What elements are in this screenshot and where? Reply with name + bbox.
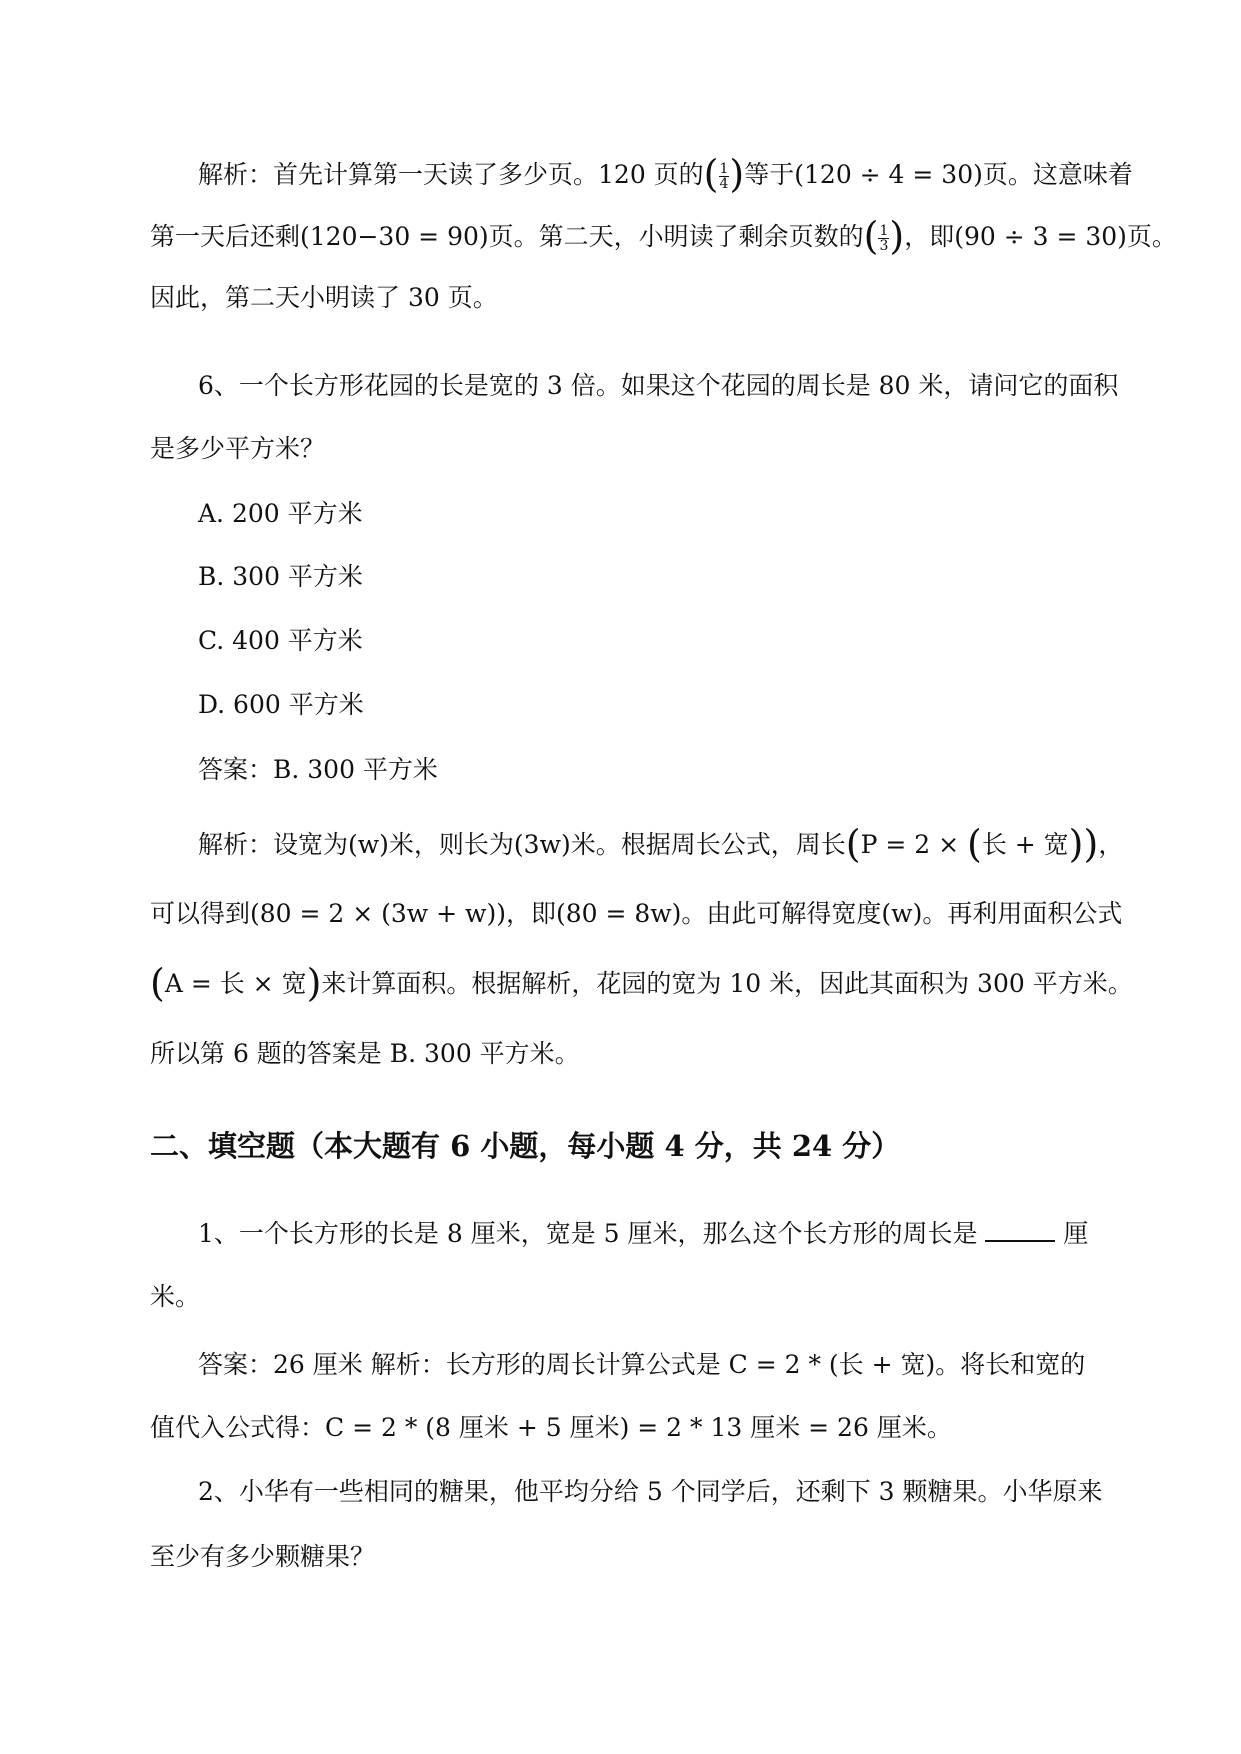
question-6-option-a: A. 200 平方米 bbox=[198, 499, 363, 528]
fraction-one-quarter: $\frac{1}{4}$ bbox=[719, 161, 729, 192]
analysis-5-line-1: 解析：首先计算第一天读了多少页。120 页的( $\frac{1}{4}$ )等于(120 ÷ 4 = 30)页。这意味着 bbox=[198, 152, 1133, 196]
question-6-stem-line-1: 6、一个长方形花园的长是宽的 3 倍。如果这个花园的周长是 80 米，请问它的面积 bbox=[198, 371, 1119, 400]
fraction-one-third: $\frac{1}{3}$ bbox=[879, 223, 889, 254]
question-6-option-d: D. 600 平方米 bbox=[198, 690, 364, 719]
question-6-answer: 答案：B. 300 平方米 bbox=[198, 755, 438, 784]
question-6-analysis-line-3: (A = 长 × 宽)来计算面积。根据解析，花园的宽为 10 米，因此其面积为 300 平方米。 bbox=[150, 961, 1133, 1005]
question-6-analysis-line-4: 所以第 6 题的答案是 B. 300 平方米。 bbox=[150, 1039, 580, 1068]
question-6-analysis-line-1: 解析：设宽为(w)米，则长为(3w)米。根据周长公式，周长(P = 2 × (长 + 宽))， bbox=[198, 822, 1124, 866]
fill-2-stem-line-2: 至少有多少颗糖果？ bbox=[150, 1542, 376, 1571]
analysis-5-line-2: 第一天后还剩(120−30 = 90)页。第二天，小明读了剩余页数的( $\frac{1}{3}$ )，即(90 ÷ 3 = 30)页。 bbox=[150, 214, 1177, 258]
question-6-stem-line-2: 是多少平方米？ bbox=[150, 434, 326, 463]
fill-1-answer-line-2: 值代入公式得：C = 2 * (8 厘米 + 5 厘米) = 2 * 13 厘米 = 26 厘米。 bbox=[150, 1413, 952, 1442]
question-6-option-c: C. 400 平方米 bbox=[198, 626, 363, 655]
fill-1-stem-line-2: 米。 bbox=[150, 1282, 201, 1311]
fill-1-answer-line-1: 答案：26 厘米 解析：长方形的周长计算公式是 C = 2 * (长 + 宽)。将长和宽的 bbox=[198, 1350, 1086, 1379]
fill-2-stem-line-1: 2、小华有一些相同的糖果，他平均分给 5 个同学后，还剩下 3 颗糖果。小华原来 bbox=[198, 1477, 1103, 1506]
question-6-analysis-line-2: 可以得到(80 = 2 × (3w + w))，即(80 = 8w)。由此可解得宽度(w)。再利用面积公式 bbox=[150, 899, 1123, 928]
question-6-option-b: B. 300 平方米 bbox=[198, 562, 363, 591]
analysis-5-line-3: 因此，第二天小明读了 30 页。 bbox=[150, 283, 498, 312]
fill-1-stem-line-1: 1、一个长方形的长是 8 厘米，宽是 5 厘米，那么这个长方形的周长是 厘 bbox=[198, 1219, 1089, 1248]
section-2-title: 二、填空题（本大题有 6 小题，每小题 4 分，共 24 分） bbox=[150, 1129, 901, 1163]
answer-blank bbox=[985, 1220, 1055, 1242]
